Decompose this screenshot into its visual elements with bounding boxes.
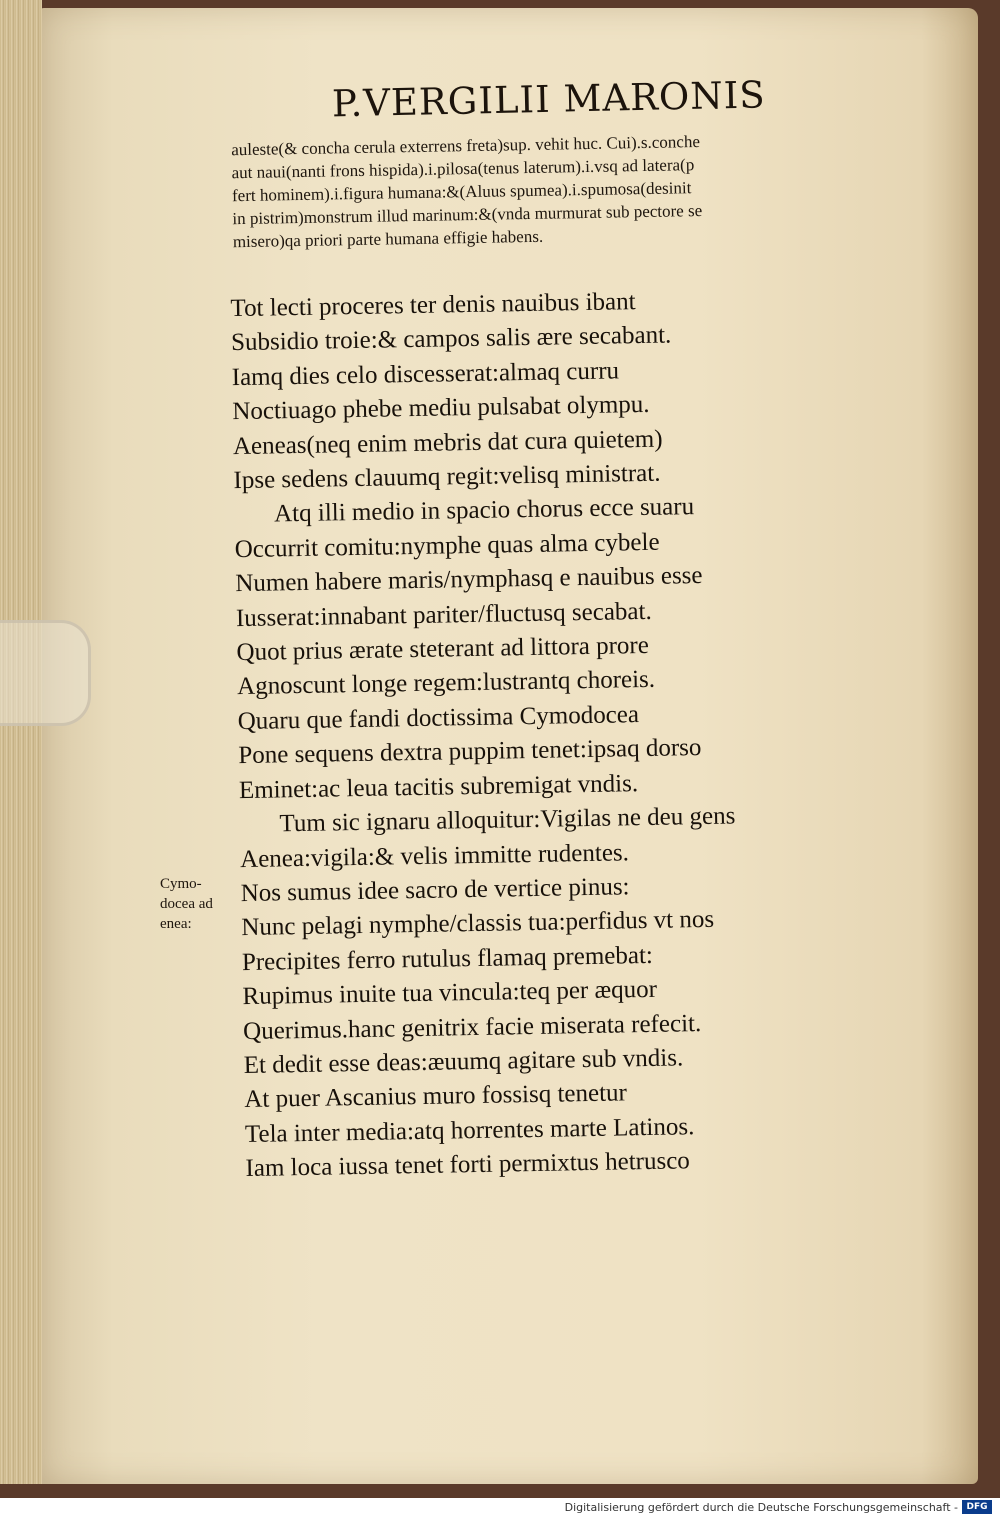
verse-line: At puer Ascanius muro fossisq tenetur [244,1079,628,1114]
funding-credit: Digitalisierung gefördert durch die Deutsche Forschungsgemeinschaft - [564,1501,958,1514]
verse-line: Agnoscunt longe regem:lustrantq choreis. [236,666,656,701]
verse-line: Occurrit comitu:nymphe quas alma cybele [234,528,660,563]
verse-line: Aeneas(neq enim mebris dat cura quietem) [232,425,663,460]
commentary-gloss [231,126,943,253]
verse-line: Quot prius ærate steterant ad littora prore [236,631,650,667]
verse-line: Aenea:vigila:& velis immitte rudentes. [239,838,630,873]
dfg-logo: DFG [962,1500,992,1514]
marginal-note-line: enea: [160,916,192,932]
verse-line: Rupimus inuite tua vincula:teq per æquor [242,975,658,1011]
gloss-line: misero)qa priori parte humana effigie habens. [232,226,544,252]
marginal-note [160,874,250,934]
verse-line: Ipse sedens clauumq regit:velisq ministrat. [233,459,661,495]
verse-line: Pone sequens dextra puppim tenet:ipsaq dorso [238,734,702,770]
gloss-line: auleste(& concha cerula exterrens freta)sup. vehit huc. Cui).s.conche [231,132,701,160]
verse-line: Tot lecti proceres ter denis nauibus ibant [230,288,636,323]
running-head: P.VERGILII MARONIS [331,73,767,126]
footer-bar [0,1498,1000,1518]
verse-line: Iam loca iussa tenet forti permixtus hetrusco [245,1147,691,1183]
marginal-note-line: docea ad [160,896,213,912]
verse-line: Querimus.hanc genitrix facie miserata refecit. [242,1009,702,1045]
marginal-note-line: Cymo- [160,876,202,892]
verse-text [230,280,946,1187]
page-edges [0,0,42,1484]
verse-line: Nunc pelagi nymphe/classis tua:perfidus vt nos [241,906,715,942]
gloss-line: aut naui(nanti frons hispida).i.pilosa(tenus laterum).i.vsq ad latera(p [231,155,695,183]
verse-line: Precipites ferro rutulus flamaq premebat: [241,941,654,976]
page-clip [0,620,91,726]
verse-line: Tela inter media:atq horrentes marte Latinos. [244,1112,695,1148]
verse-line: Atq illi medio in spacio chorus ecce suaru [273,493,695,528]
verse-line: Tum sic ignaru alloquitur:Vigilas ne deu gens [279,802,736,838]
gloss-line: fert hominem).i.figura humana:&(Aluus spumea).i.spumosa(desinit [231,178,692,206]
verse-line: Nos sumus idee sacro de vertice pinus: [240,873,630,907]
verse-line: Iamq dies celo discesserat:almaq curru [231,357,620,391]
gloss-line: in pistrim)monstrum illud marinum:&(vnda murmurat sub pectore se [232,200,703,229]
verse-line: Et dedit esse deas:æuumq agitare sub vndis. [243,1044,684,1079]
verse-line: Iusserat:innabant pariter/fluctusq secabat. [235,597,652,632]
verse-line: Numen habere maris/nymphasq e nauibus esse [235,562,703,598]
verse-line: Quaru que fandi doctissima Cymodocea [237,700,640,735]
verse-line: Eminet:ac leua tacitis subremigat vndis. [238,769,639,804]
verse-line: Subsidio troie:& campos salis ære secabant. [230,321,672,357]
verse-line: Noctiuago phebe mediu pulsabat olympu. [232,391,650,426]
